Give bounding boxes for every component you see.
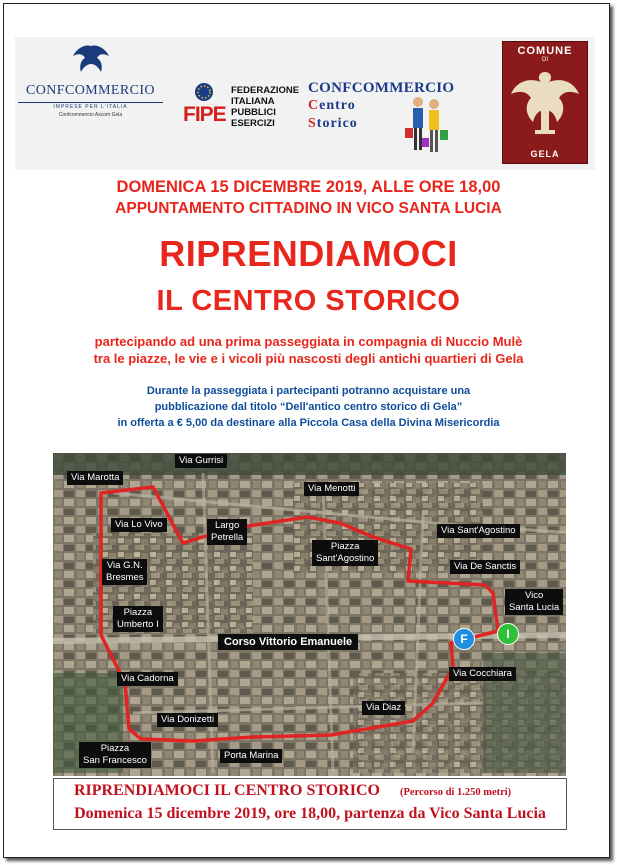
label-via-donizetti: Via Donizetti [157, 713, 218, 727]
fipe-line-2: ITALIANA [231, 96, 275, 107]
label-piazza-santagostino: Piazza Sant'Agostino [312, 540, 378, 566]
label-piazza-umberto: Piazza Umberto I [113, 606, 163, 632]
label-via-cadorna: Via Cadorna [117, 672, 178, 686]
aerial-map [53, 453, 566, 776]
comune-di-gela-logo [502, 41, 588, 164]
comune-di-label: DI [542, 57, 548, 63]
event-appointment: APPUNTAMENTO CITTADINO IN VICO SANTA LUCIA [115, 200, 502, 217]
label-via-menotti: Via Menotti [304, 482, 359, 496]
start-marker: I [497, 623, 519, 645]
fipe-line-3: PUBBLICI [231, 107, 276, 118]
eagle-icon [71, 42, 111, 76]
label-vico-santa-lucia: Vico Santa Lucia [505, 589, 563, 615]
fipe-word: FIPE [183, 103, 226, 126]
info-line-1: Durante la passeggiata i partecipanti potranno acquistare una [146, 385, 471, 397]
cs-line-3: Storico [308, 116, 358, 131]
footer-box [53, 778, 567, 830]
label-via-santagostino: Via Sant'Agostino [437, 524, 520, 538]
gela-label: GELA [530, 149, 560, 159]
comune-label: COMUNE [517, 45, 573, 57]
label-via-de-sanctis: Via De Sanctis [450, 560, 520, 574]
label-via-gn-bresmes: Via G.N. Bresmes [102, 559, 147, 585]
label-via-cocchiara: Via Cocchiara [449, 667, 516, 681]
label-largo-petrella: Largo Petrella [207, 519, 247, 545]
fipe-text [231, 85, 301, 129]
finish-marker: F [453, 628, 475, 650]
info-line-2: pubblicazione dal titolo “Dell'antico centro storico di Gela” [154, 401, 463, 413]
label-via-diaz: Via Diaz [362, 701, 405, 715]
event-date: DOMENICA 15 DICEMBRE 2019, ALLE ORE 18,00 [116, 178, 501, 196]
label-via-gurrisi: Via Gurrisi [175, 454, 227, 468]
label-porta-marina: Porta Marina [220, 749, 282, 763]
cs-line-2: Centro [308, 98, 356, 113]
fipe-line-4: ESERCIZI [231, 118, 275, 129]
info-line-3: in offerta a € 5,00 da destinare alla Piccola Casa della Divina Misericordia [117, 417, 500, 429]
stars-circle-icon [189, 81, 219, 103]
subtitle-line-2: tra le piazze, le vie e i vicoli più nascosti degli antichi quartieri di Gela [93, 351, 524, 366]
confcommercio-sub: Confcommercio Ascom Gela [58, 112, 123, 118]
label-via-marotta: Via Marotta [67, 471, 123, 485]
subtitle-line-1: partecipando ad una prima passeggiata in compagnia di Nuccio Mulè [94, 334, 523, 349]
label-piazza-san-francesco: Piazza San Francesco [79, 742, 151, 768]
confcommercio-tagline: IMPRESE PER L'ITALIA [53, 104, 128, 110]
title-line-2: IL CENTRO STORICO [156, 285, 461, 317]
label-via-lo-vivo: Via Lo Vivo [111, 518, 167, 532]
confcommercio-logo [18, 42, 163, 118]
confcommercio-name: CONFCOMMERCIO [18, 83, 163, 103]
eagle-crest-icon [503, 64, 587, 144]
title-line-1: RIPRENDIAMOCI [159, 233, 458, 274]
footer-title: RIPRENDIAMOCI IL CENTRO STORICO [74, 782, 380, 799]
footer-date-line: Domenica 15 dicembre 2019, ore 18,00, partenza da Vico Santa Lucia [74, 805, 546, 822]
shoppers-icon [402, 94, 452, 160]
cs-line-1: CONFCOMMERCIO [308, 80, 455, 96]
label-corso-vittorio-emanuele: Corso Vittorio Emanuele [218, 634, 358, 650]
fipe-line-1: FEDERAZIONE [231, 85, 300, 96]
footer-route-length: (Percorso di 1.250 metri) [400, 787, 512, 798]
